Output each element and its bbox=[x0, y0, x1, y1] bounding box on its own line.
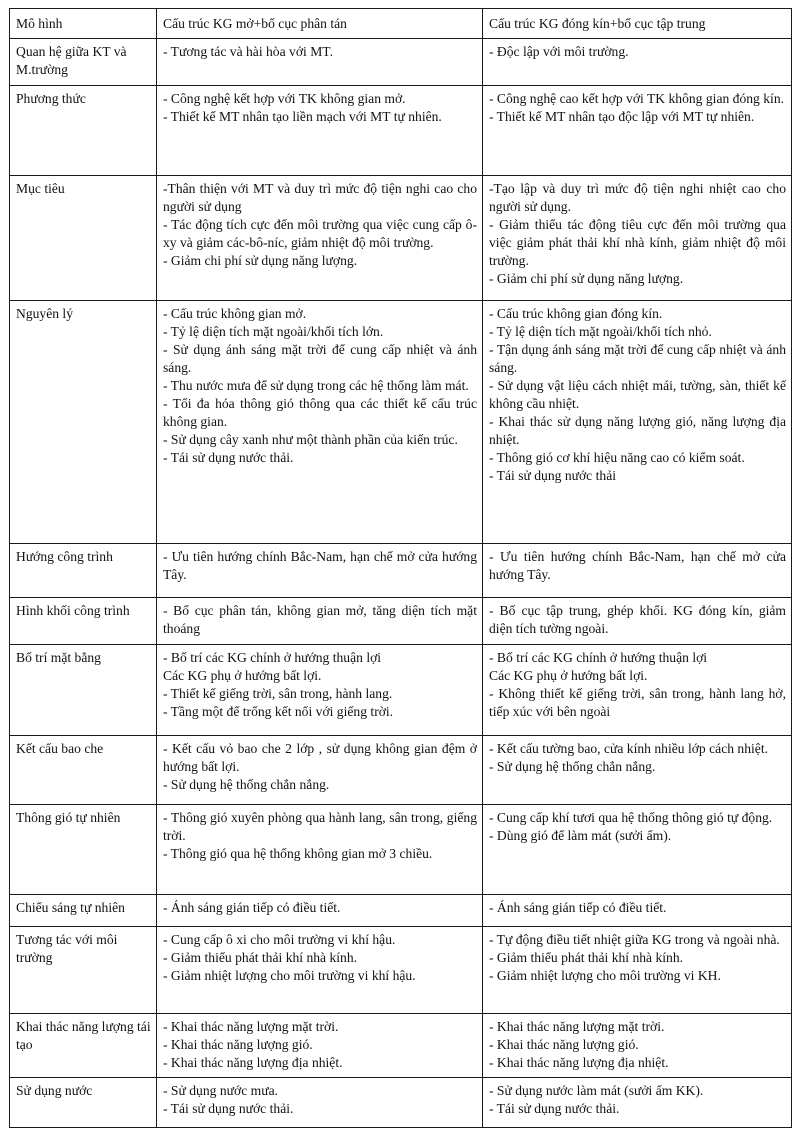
cell-line: - Ánh sáng gián tiếp có điều tiết. bbox=[163, 900, 341, 915]
open-structure-cell bbox=[157, 86, 483, 176]
row-label: Chiếu sáng tự nhiên bbox=[10, 895, 157, 927]
cell-line: - Công nghệ cao kết hợp với TK không gian đóng kín. bbox=[489, 91, 785, 106]
table-row bbox=[10, 927, 792, 1014]
closed-structure-cell bbox=[483, 598, 792, 645]
table-row bbox=[10, 598, 792, 645]
closed-structure-cell bbox=[483, 1078, 792, 1128]
cell-line: Các KG phụ ở hướng bất lợi. bbox=[489, 668, 648, 683]
header-model: Mô hình bbox=[10, 9, 157, 39]
open-structure-cell bbox=[157, 927, 483, 1014]
open-structure-cell bbox=[157, 895, 483, 927]
table-row bbox=[10, 39, 792, 86]
cell-line: - Dùng gió để làm mát (sưởi ấm). bbox=[489, 828, 672, 843]
cell-line: - Thiết kế MT nhân tạo độc lập với MT tự nhiên. bbox=[489, 109, 755, 124]
row-label: Quan hệ giữa KT và M.trường bbox=[10, 39, 157, 86]
header-closed-structure: Cấu trúc KG đóng kín+bố cục tập trung bbox=[483, 9, 792, 39]
cell-line: - Cấu trúc không gian mở. bbox=[163, 306, 307, 321]
cell-line: - Thiết kế giếng trời, sân trong, hành lang. bbox=[163, 686, 393, 701]
closed-structure-cell bbox=[483, 736, 792, 805]
cell-line: - Sử dụng cây xanh như một thành phần của kiến trúc. bbox=[163, 432, 458, 447]
table-row bbox=[10, 805, 792, 895]
row-label: Nguyên lý bbox=[10, 301, 157, 544]
table-row bbox=[10, 544, 792, 598]
open-structure-cell bbox=[157, 1078, 483, 1128]
cell-line: - Bố cục phân tán, không gian mở, tăng diện tích mặt thoáng bbox=[163, 603, 477, 636]
row-label: Sử dụng nước bbox=[10, 1078, 157, 1128]
table-body bbox=[10, 39, 792, 1128]
table-row bbox=[10, 1014, 792, 1078]
open-structure-cell bbox=[157, 805, 483, 895]
cell-line: - Giảm thiểu tác động tiêu cực đến môi trường qua việc giảm phát thải khí nhà kính, giảm nhiệt độ môi trường. bbox=[489, 217, 786, 268]
cell-line: - Bố cục tập trung, ghép khối. KG đóng kín, giảm diện tích tường ngoài. bbox=[489, 603, 786, 636]
table-row bbox=[10, 176, 792, 301]
cell-line: - Tỷ lệ diện tích mặt ngoài/khối tích lớn. bbox=[163, 324, 384, 339]
closed-structure-cell bbox=[483, 895, 792, 927]
row-label: Kết cấu bao che bbox=[10, 736, 157, 805]
comparison-table bbox=[9, 8, 792, 1128]
cell-line: - Kết cấu vỏ bao che 2 lớp , sử dụng không gian đệm ở hướng bất lợi. bbox=[163, 741, 477, 774]
cell-line: -Thân thiện với MT và duy trì mức độ tiện nghi cao cho người sử dụng bbox=[163, 181, 477, 214]
row-label: Phương thức bbox=[10, 86, 157, 176]
cell-line: - Giảm thiểu phát thải khí nhà kính. bbox=[489, 950, 684, 965]
closed-structure-cell bbox=[483, 927, 792, 1014]
cell-line: - Giảm nhiệt lượng cho môi trường vi KH. bbox=[489, 968, 721, 983]
cell-line: - Ưu tiên hướng chính Bắc-Nam, hạn chế mở cửa hướng Tây. bbox=[163, 549, 477, 582]
closed-structure-cell bbox=[483, 176, 792, 301]
open-structure-cell bbox=[157, 39, 483, 86]
cell-line: - Khai thác sử dụng năng lượng gió, năng lượng địa nhiệt. bbox=[489, 414, 786, 447]
header-row bbox=[10, 9, 792, 39]
cell-line: - Tái sử dụng nước thải. bbox=[163, 450, 294, 465]
cell-line: - Công nghệ kết hợp với TK không gian mở. bbox=[163, 91, 406, 106]
cell-line: - Tầng một để trống kết nối với giếng trời. bbox=[163, 704, 394, 719]
cell-line: - Tương tác và hài hòa với MT. bbox=[163, 44, 333, 59]
cell-line: - Tỷ lệ diện tích mặt ngoài/khối tích nhỏ. bbox=[489, 324, 712, 339]
cell-line: - Kết cấu tường bao, cửa kính nhiều lớp cách nhiệt. bbox=[489, 741, 768, 756]
cell-line: - Sử dụng nước làm mát (sưởi ấm KK). bbox=[489, 1083, 704, 1098]
table-row bbox=[10, 1078, 792, 1128]
row-label: Hình khối công trình bbox=[10, 598, 157, 645]
cell-line: - Khai thác năng lượng địa nhiệt. bbox=[489, 1055, 669, 1070]
cell-line: - Thông gió cơ khí hiệu năng cao có kiểm soát. bbox=[489, 450, 745, 465]
open-structure-cell bbox=[157, 301, 483, 544]
open-structure-cell bbox=[157, 176, 483, 301]
row-label: Khai thác năng lượng tái tạo bbox=[10, 1014, 157, 1078]
closed-structure-cell bbox=[483, 301, 792, 544]
open-structure-cell bbox=[157, 598, 483, 645]
cell-line: - Khai thác năng lượng địa nhiệt. bbox=[163, 1055, 343, 1070]
closed-structure-cell bbox=[483, 645, 792, 736]
table-row bbox=[10, 895, 792, 927]
cell-line: - Tối đa hóa thông gió thông qua các thiết kế cấu trúc không gian. bbox=[163, 396, 477, 429]
row-label: Hướng công trình bbox=[10, 544, 157, 598]
cell-line: - Cung cấp khí tươi qua hệ thống thông gió tự động. bbox=[489, 810, 773, 825]
row-label: Mục tiêu bbox=[10, 176, 157, 301]
cell-line: - Giảm chi phí sử dụng năng lượng. bbox=[163, 253, 358, 268]
cell-line: - Giảm chi phí sử dụng năng lượng. bbox=[489, 271, 684, 286]
open-structure-cell bbox=[157, 1014, 483, 1078]
closed-structure-cell bbox=[483, 39, 792, 86]
cell-line: - Thiết kế MT nhân tạo liền mạch với MT tự nhiên. bbox=[163, 109, 442, 124]
cell-line: - Tái sử dụng nước thải. bbox=[163, 1101, 294, 1116]
table-row bbox=[10, 86, 792, 176]
row-label: Thông gió tự nhiên bbox=[10, 805, 157, 895]
row-label: Tương tác với môi trường bbox=[10, 927, 157, 1014]
cell-line: - Giảm nhiệt lượng cho môi trường vi khí hậu. bbox=[163, 968, 416, 983]
cell-line: - Ánh sáng gián tiếp có điều tiết. bbox=[489, 900, 667, 915]
cell-line: -Tạo lập và duy trì mức độ tiện nghi nhiệt cao cho người sử dụng. bbox=[489, 181, 786, 214]
table-row bbox=[10, 736, 792, 805]
closed-structure-cell bbox=[483, 544, 792, 598]
cell-line: - Thông gió xuyên phòng qua hành lang, sân trong, giếng trời. bbox=[163, 810, 477, 843]
open-structure-cell bbox=[157, 645, 483, 736]
cell-line: - Giảm thiểu phát thải khí nhà kính. bbox=[163, 950, 358, 965]
cell-line: - Sử dụng ánh sáng mặt trời để cung cấp nhiệt và ánh sáng. bbox=[163, 342, 477, 375]
cell-line: - Sử dụng nước mưa. bbox=[163, 1083, 278, 1098]
cell-line: - Sử dụng vật liệu cách nhiệt mái, tường, sàn, thiết kế không cầu nhiệt. bbox=[489, 378, 786, 411]
table-row bbox=[10, 645, 792, 736]
cell-line: - Khai thác năng lượng gió. bbox=[163, 1037, 313, 1052]
cell-line: - Cấu trúc không gian đóng kín. bbox=[489, 306, 663, 321]
cell-line: - Sử dụng hệ thống chắn nắng. bbox=[489, 759, 656, 774]
cell-line: - Khai thác năng lượng gió. bbox=[489, 1037, 639, 1052]
cell-line: - Ưu tiên hướng chính Bắc-Nam, hạn chế mở cửa hướng Tây. bbox=[489, 549, 786, 582]
table-row bbox=[10, 301, 792, 544]
cell-line: - Bố trí các KG chính ở hướng thuận lợi bbox=[489, 650, 708, 665]
cell-line: - Tự động điều tiết nhiệt giữa KG trong và ngoài nhà. bbox=[489, 932, 780, 947]
cell-line: - Không thiết kế giếng trời, sân trong, hành lang hở, tiếp xúc với bên ngoài bbox=[489, 686, 786, 719]
cell-line: - Khai thác năng lượng mặt trời. bbox=[163, 1019, 339, 1034]
cell-line: - Thu nước mưa để sử dụng trong các hệ thống làm mát. bbox=[163, 378, 469, 393]
open-structure-cell bbox=[157, 544, 483, 598]
cell-line: - Tái sử dụng nước thải. bbox=[489, 1101, 620, 1116]
open-structure-cell bbox=[157, 736, 483, 805]
closed-structure-cell bbox=[483, 805, 792, 895]
cell-line: - Khai thác năng lượng mặt trời. bbox=[489, 1019, 665, 1034]
cell-line: - Tái sử dụng nước thải bbox=[489, 468, 617, 483]
cell-line: - Sử dụng hệ thống chắn nắng. bbox=[163, 777, 330, 792]
cell-line: - Cung cấp ô xi cho môi trường vi khí hậu. bbox=[163, 932, 396, 947]
closed-structure-cell bbox=[483, 1014, 792, 1078]
cell-line: - Độc lập với môi trường. bbox=[489, 44, 629, 59]
cell-line: - Bố trí các KG chính ở hướng thuận lợi bbox=[163, 650, 382, 665]
row-label: Bố trí mặt bằng bbox=[10, 645, 157, 736]
cell-line: Các KG phụ ở hướng bất lợi. bbox=[163, 668, 322, 683]
header-open-structure: Cấu trúc KG mở+bố cục phân tán bbox=[157, 9, 483, 39]
cell-line: - Tận dụng ánh sáng mặt trời để cung cấp nhiệt và ánh sáng. bbox=[489, 342, 786, 375]
closed-structure-cell bbox=[483, 86, 792, 176]
cell-line: - Tác động tích cực đến môi trường qua việc cung cấp ô-xy và giảm các-bô-níc, giảm nhiệt độ môi trường. bbox=[163, 217, 477, 250]
cell-line: - Thông gió qua hệ thống không gian mở 3 chiều. bbox=[163, 846, 433, 861]
